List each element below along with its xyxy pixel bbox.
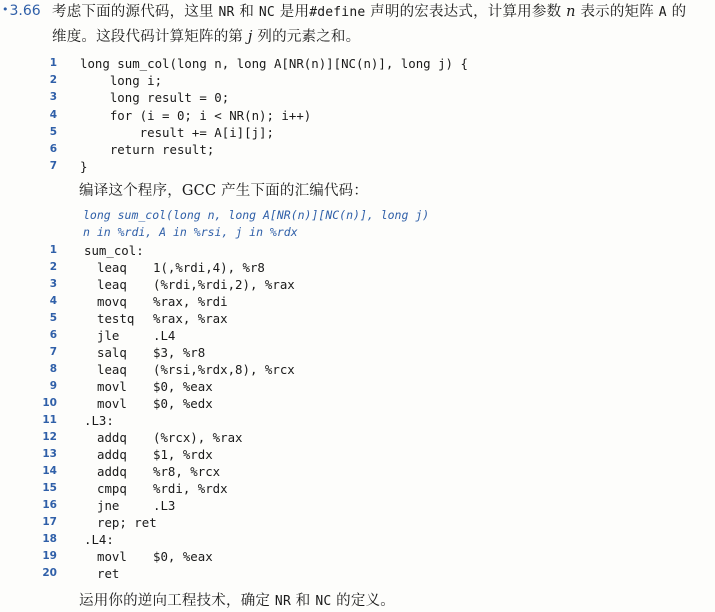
text-run: 和 — [290, 593, 316, 609]
asm-operands: %rax, %rdi — [153, 294, 228, 309]
line-number: 7 — [49, 160, 57, 173]
asm-mnemonic: jne — [97, 498, 120, 513]
line-number: 2 — [49, 74, 57, 87]
line-number: 13 — [42, 448, 57, 460]
text-run: A — [658, 5, 667, 20]
asm-signature-comment: long sum_col(long n, long A[NR(n)][NC(n)], long j) — [83, 208, 430, 222]
problem-bullet: • — [2, 3, 9, 16]
line-number: 4 — [49, 295, 57, 307]
line-number: 14 — [42, 465, 57, 477]
line-number: 1 — [49, 57, 57, 69]
text-run: NC — [258, 5, 275, 20]
asm-operands: $0, %edx — [153, 396, 213, 411]
asm-mnemonic: leaq — [97, 362, 127, 377]
code-text: long i; — [80, 73, 163, 89]
asm-mnemonic: movl — [97, 549, 127, 564]
asm-mnemonic: movl — [97, 396, 127, 411]
code-text: long sum_col(long n, long A[NR(n)][NC(n)], long j) { — [80, 56, 468, 71]
problem-number — [2, 3, 41, 19]
problem-number-text: 3.66 — [9, 3, 41, 19]
asm-register-comment: n in %rdi, A in %rsi, j in %rdx — [83, 225, 298, 239]
text-run: NC — [315, 594, 332, 609]
asm-operands: 1(,%rdi,4), %r8 — [153, 260, 265, 275]
line-number: 12 — [42, 431, 57, 443]
text-run: 是用 — [274, 4, 310, 20]
text-run: 的 — [666, 4, 687, 20]
asm-mnemonic: ret — [97, 566, 120, 581]
line-number: 3 — [49, 91, 57, 104]
line-number: 4 — [49, 108, 57, 121]
text-run: 列的元素之和。 — [252, 29, 361, 45]
asm-mnemonic: leaq — [97, 260, 127, 275]
text-run: 运用你的逆向工程技术，确定 — [79, 593, 275, 609]
asm-mnemonic: salq — [97, 345, 127, 360]
asm-operands: $3, %r8 — [153, 345, 206, 360]
asm-operands: %rax, %rax — [153, 311, 228, 326]
intro-line-2 — [52, 27, 360, 47]
line-number: 7 — [49, 346, 57, 358]
text-run: #define — [309, 5, 366, 20]
text-run: 声明的宏表达式，计算用参数 — [365, 4, 567, 20]
line-number: 20 — [42, 567, 57, 579]
text-run: n — [566, 4, 576, 20]
text-run: 的定义。 — [331, 593, 395, 609]
line-number: 1 — [49, 244, 57, 256]
asm-operands: .L4 — [153, 328, 176, 343]
text-run: j — [247, 29, 253, 45]
line-number: 8 — [49, 363, 57, 375]
asm-mnemonic: movq — [97, 294, 127, 309]
asm-operands: %rdi, %rdx — [153, 481, 228, 496]
code-text: for (i = 0; i < NR(n); i++) — [80, 107, 312, 123]
asm-operands: $0, %eax — [153, 549, 213, 564]
asm-mnemonic: testq — [97, 311, 135, 326]
asm-operands: $0, %eax — [153, 379, 213, 394]
line-number: 18 — [42, 533, 57, 545]
asm-label: .L3: — [84, 413, 114, 428]
line-number: 15 — [42, 482, 57, 494]
code-text: result += A[i][j]; — [80, 124, 274, 140]
asm-mnemonic: addq — [97, 464, 127, 479]
asm-mnemonic: leaq — [97, 277, 127, 292]
code-text: } — [80, 159, 88, 175]
asm-label: sum_col: — [84, 243, 144, 258]
line-number: 10 — [42, 397, 57, 409]
text-run: 维度。这段代码计算矩阵的第 — [52, 29, 248, 45]
line-number: 6 — [49, 143, 57, 155]
asm-operands: (%rsi,%rdx,8), %rcx — [153, 362, 295, 377]
asm-operands: .L3 — [153, 498, 176, 513]
asm-mnemonic: jle — [97, 328, 120, 343]
line-number: 2 — [49, 261, 57, 273]
line-number: 3 — [49, 278, 57, 290]
text-run: NR — [218, 5, 235, 20]
line-number: 6 — [49, 329, 57, 341]
final-question — [79, 591, 395, 612]
asm-mnemonic: cmpq — [97, 481, 127, 496]
line-number: 5 — [49, 125, 57, 138]
line-number: 11 — [42, 414, 57, 426]
text-run: 和 — [234, 4, 259, 20]
asm-operands: (%rdi,%rdi,2), %rax — [153, 277, 295, 292]
code-text: long result = 0; — [80, 90, 230, 106]
asm-mnemonic: movl — [97, 379, 127, 394]
intro-line-1 — [52, 2, 686, 23]
text-run: NR — [274, 594, 291, 609]
asm-operands: %r8, %rcx — [153, 464, 221, 479]
asm-mnemonic: addq — [97, 447, 127, 462]
asm-mnemonic: rep; ret — [97, 515, 157, 530]
line-number: 17 — [42, 516, 57, 528]
asm-label: .L4: — [84, 532, 114, 547]
code-text: return result; — [80, 142, 215, 157]
line-number: 9 — [49, 380, 57, 392]
asm-mnemonic: addq — [97, 430, 127, 445]
line-number: 16 — [42, 499, 57, 511]
text-run: 表示的矩阵 — [575, 4, 659, 20]
line-number: 5 — [49, 312, 57, 324]
line-number: 19 — [42, 550, 57, 562]
text-run: 考虑下面的源代码，这里 — [52, 4, 219, 20]
asm-operands: (%rcx), %rax — [153, 430, 243, 445]
asm-operands: $1, %rdx — [153, 447, 213, 462]
middle-text: 编译这个程序，GCC 产生下面的汇编代码： — [79, 183, 369, 199]
